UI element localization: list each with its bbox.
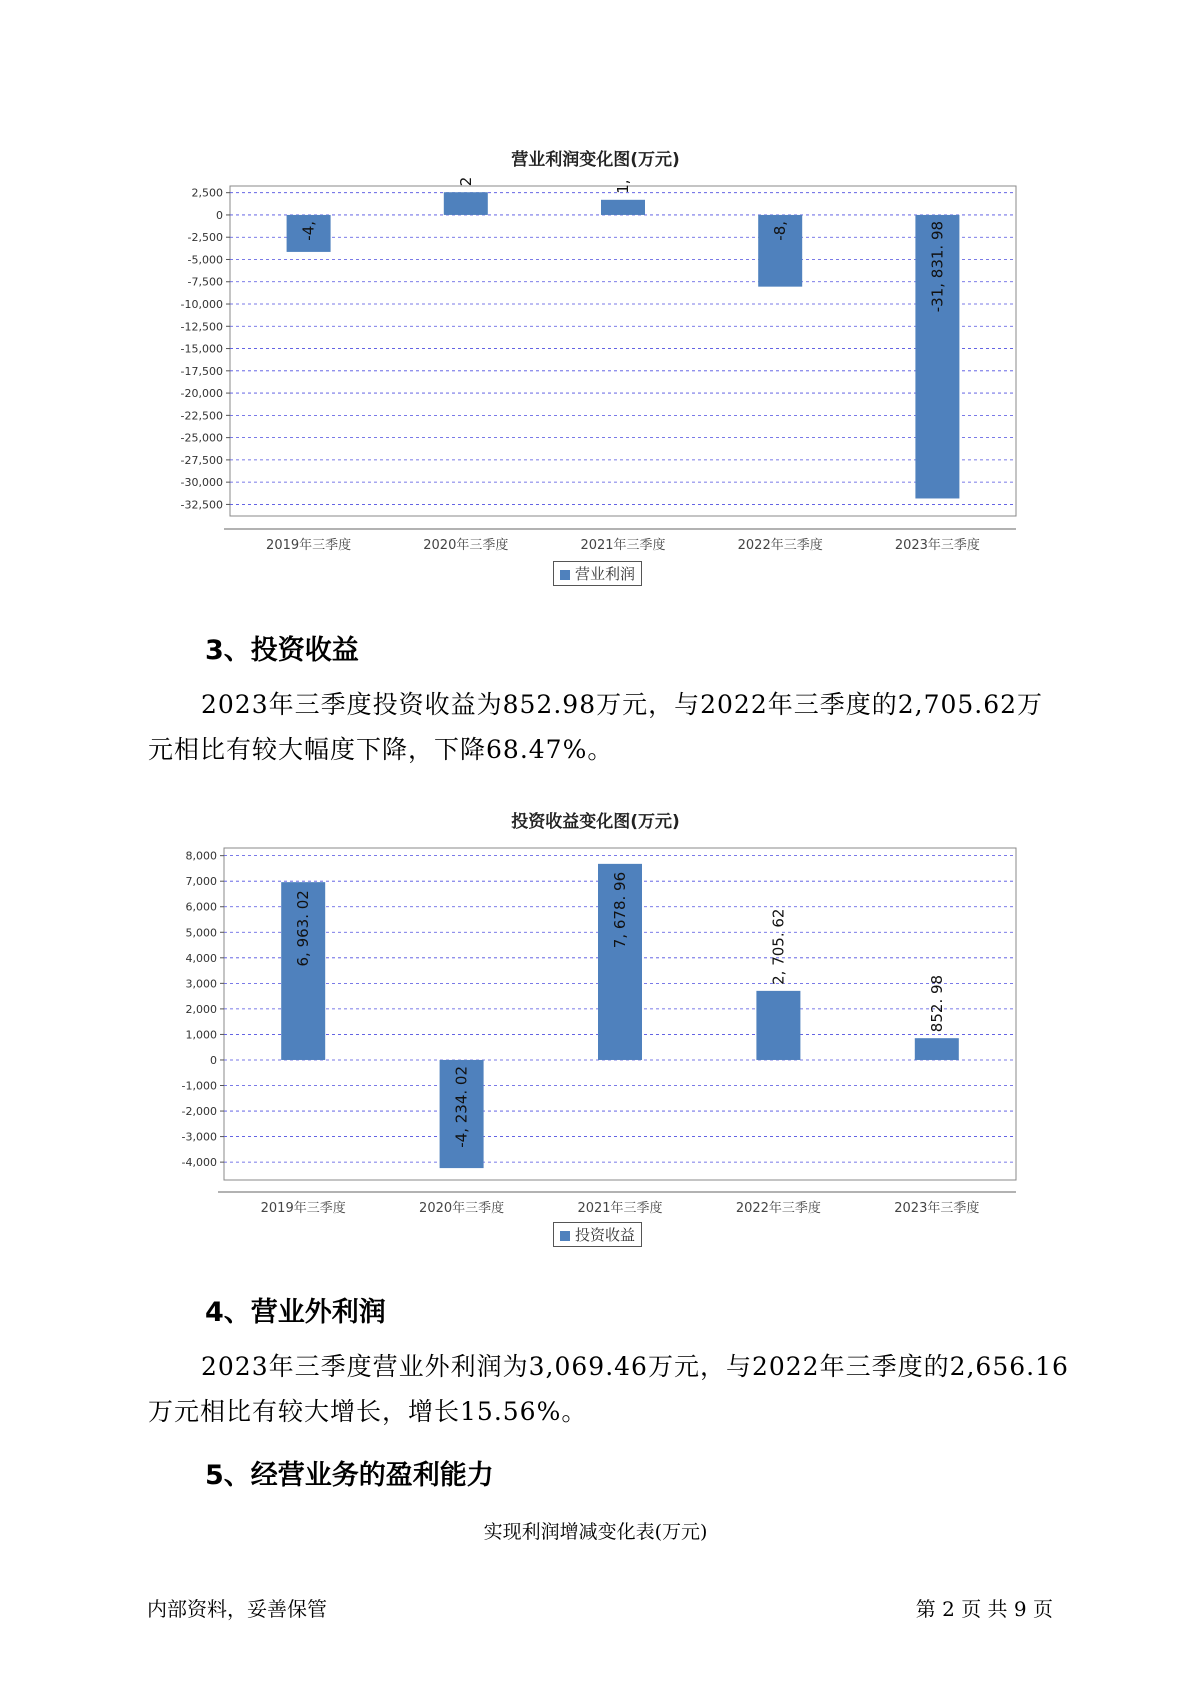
x-tick-label: 2020年三季度: [419, 1201, 505, 1216]
x-tick-label: 2021年三季度: [577, 1201, 663, 1216]
x-tick-label: 2023年三季度: [894, 538, 980, 553]
x-tick-label: 2019年三季度: [260, 1201, 346, 1216]
operating-profit-chart-title: 营业利润变化图(万元): [511, 150, 680, 170]
data-label: 2, 705. 62: [769, 908, 788, 985]
y-tick-label: -5,000: [187, 253, 223, 267]
y-tick-label: 2,500: [191, 186, 223, 200]
bar: [915, 1038, 959, 1060]
data-label: -31, 831. 98: [928, 220, 947, 313]
y-tick-label: -7,500: [187, 275, 223, 289]
y-tick-label: 0: [216, 208, 223, 222]
data-label: 2: [456, 176, 475, 187]
legend-label: 投资收益: [575, 1226, 636, 1244]
bar: [756, 991, 800, 1060]
data-label: -8,: [771, 220, 790, 241]
y-tick-label: 7,000: [185, 875, 217, 889]
x-tick-label: 2023年三季度: [894, 1201, 980, 1216]
y-tick-label: -32,500: [180, 498, 223, 512]
legend-label: 营业利润: [575, 565, 636, 583]
footer-confidential-note: 内部资料，妥善保管: [147, 1597, 327, 1621]
x-tick-label: 2020年三季度: [423, 538, 509, 553]
data-label: 852. 98: [927, 974, 946, 1033]
y-tick-label: -17,500: [180, 364, 223, 378]
paragraph-line: 2023年三季度营业外利润为3,069.46万元，与2022年三季度的2,656.16: [201, 1352, 1069, 1381]
paragraph-line: 元相比有较大幅度下降，下降68.47%。: [148, 735, 614, 764]
x-tick-label: 2022年三季度: [737, 538, 823, 553]
investment-income-legend: [553, 1222, 642, 1247]
y-tick-label: 0: [210, 1053, 217, 1067]
data-label: 1,: [614, 179, 632, 194]
y-tick-label: -12,500: [180, 320, 223, 334]
paragraph-line: 万元相比有较大增长，增长15.56%。: [148, 1397, 588, 1426]
legend-swatch-icon: [560, 1231, 570, 1241]
investment-income-chart-title: 投资收益变化图(万元): [511, 812, 680, 832]
x-tick-label: 2019年三季度: [266, 538, 352, 553]
y-tick-label: 1,000: [185, 1028, 217, 1042]
x-tick-label: 2021年三季度: [580, 538, 666, 553]
y-tick-label: -20,000: [180, 387, 223, 401]
y-tick-label: -22,500: [180, 409, 223, 423]
y-tick-label: -25,000: [180, 431, 223, 445]
data-label: 7, 678. 96: [611, 871, 629, 949]
y-tick-label: 6,000: [185, 900, 217, 914]
section-heading-investment-income: 3、投资收益: [205, 635, 359, 666]
table-caption: 实现利润增减变化表(万元): [483, 1521, 708, 1543]
data-label: -4,: [299, 220, 318, 241]
paragraph-line: 2023年三季度投资收益为852.98万元，与2022年三季度的2,705.62万: [201, 690, 1044, 719]
y-tick-label: -15,000: [180, 342, 223, 356]
section-heading-profitability: 5、经营业务的盈利能力: [205, 1460, 494, 1491]
section-heading-non-operating-profit: 4、营业外利润: [205, 1297, 386, 1328]
footer-page-number: 第 2 页 共 9 页: [915, 1597, 1053, 1621]
y-tick-label: 2,000: [185, 1002, 217, 1016]
y-tick-label: -3,000: [181, 1130, 217, 1144]
data-label: 6, 963. 02: [294, 890, 313, 967]
y-tick-label: 8,000: [185, 849, 217, 863]
y-tick-label: -30,000: [180, 476, 223, 490]
paragraph-non-operating-profit: [148, 1344, 1098, 1434]
y-tick-label: -2,000: [181, 1105, 217, 1119]
y-tick-label: 3,000: [185, 977, 217, 991]
y-tick-label: -4,000: [181, 1156, 217, 1170]
y-tick-label: 4,000: [185, 951, 217, 965]
y-tick-label: -1,000: [181, 1079, 217, 1093]
y-tick-label: -2,500: [187, 231, 223, 245]
y-tick-label: -27,500: [180, 453, 223, 467]
y-tick-label: 5,000: [185, 926, 217, 940]
data-label: -4, 234. 02: [452, 1065, 471, 1148]
y-tick-label: -10,000: [180, 298, 223, 312]
x-tick-label: 2022年三季度: [735, 1201, 821, 1216]
